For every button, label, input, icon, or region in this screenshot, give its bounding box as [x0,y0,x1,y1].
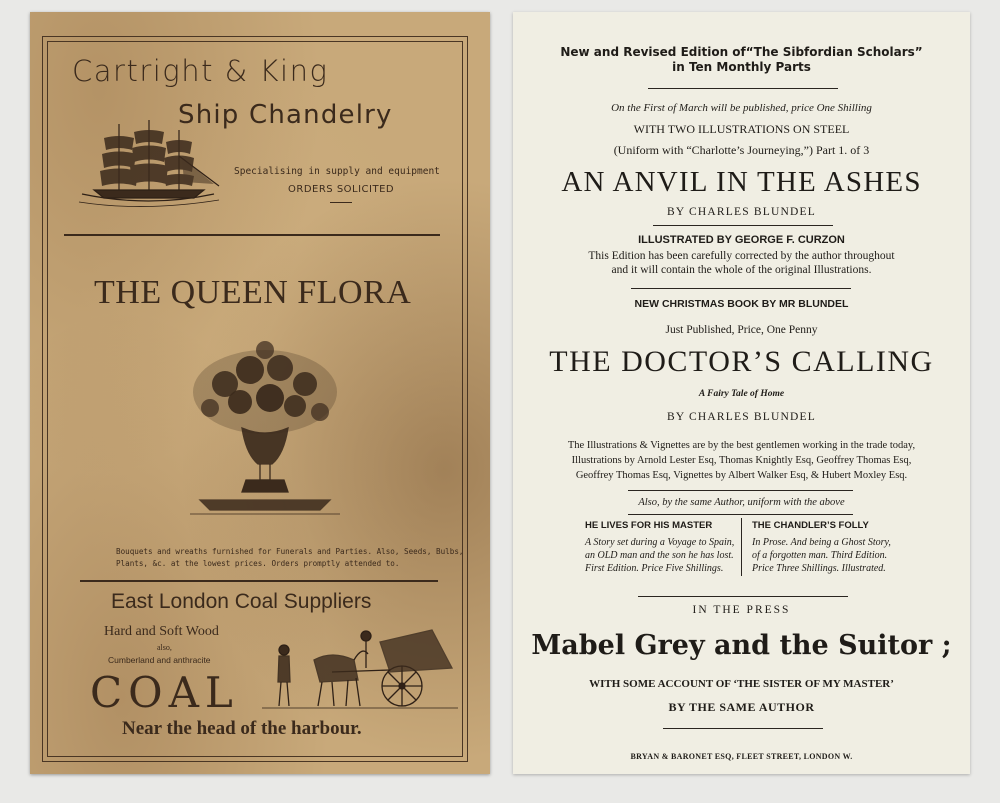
orders-solicited-text: ORDERS SOLICITED [288,184,395,195]
bottom-divider [80,580,438,582]
col1-line3: First Edition. Price Five Shillings. [585,563,724,574]
just-published-text: Just Published, Price, One Penny [665,324,818,336]
company-name-line2: Ship Chandelry [178,100,393,130]
footer-divider [663,728,823,729]
col2-title: THE CHANDLER’S FOLLY [752,520,869,531]
christmas-book-heading: NEW CHRISTMAS BOOK BY MR BLUNDEL [634,298,849,310]
also-divider-top [628,490,853,491]
coal-cart-engraving [262,620,462,716]
right-sheet [513,12,970,774]
doctor-title: THE DOCTOR’S CALLING [549,345,934,378]
mabel-grey-title: Mabel Grey and the Suitor ; [531,630,952,661]
col1-title: HE LIVES FOR HIS MASTER [585,520,713,531]
col2-line2: of a forgotten man. Third Edition. [752,550,888,561]
fairy-tale-subtitle: A Fairy Tale of Home [698,389,785,399]
first-march-text: On the First of March will be published, price One Shilling [611,102,872,114]
col1-line1: A Story set during a Voyage to Spain, [585,537,735,548]
doctor-author: BY CHARLES BLUNDEL [667,411,816,423]
harbour-text: Near the head of the harbour. [122,718,362,739]
hard-soft-wood-text: Hard and Soft Wood [104,624,219,639]
left-sheet [30,12,490,774]
edition-header-line1: New and Revised Edition of“The Sibfordian Scholars” [560,45,923,59]
illustrated-by-text: ILLUSTRATED BY GEORGE F. CURZON [638,234,845,246]
illustrations-line3: Geoffrey Thomas Esq, Vignettes by Albert Walker Esq, & Hubert Moxley Esq. [575,470,908,481]
company-name-line1: Cartright & King [72,54,329,88]
in-the-press-text: IN THE PRESS [692,604,791,616]
ship-engraving [74,116,224,216]
two-illustrations-text: WITH TWO ILLUSTRATIONS ON STEEL [633,122,850,136]
anvil-title: AN ANVIL IN THE ASHES [561,166,922,198]
column-separator [741,518,742,576]
christmas-divider [631,288,851,289]
coal-suppliers-heading: East London Coal Suppliers [111,590,372,613]
illustrations-line1: The Illustrations & Vignettes are by the best gentlemen working in the trade today, [567,440,916,451]
col2-line3: Price Three Shillings. Illustrated. [752,563,886,574]
by-same-author-text: BY THE SAME AUTHOR [668,700,815,714]
top-divider [64,234,440,236]
specialising-text: Specialising in supply and equipment [234,166,440,177]
coal-big-text: COAL [90,668,239,717]
header-divider [648,88,838,89]
anvil-author: BY CHARLES BLUNDEL [667,206,816,218]
edition-header-line2: in Ten Monthly Parts [672,60,811,74]
col2-line1: In Prose. And being a Ghost Story, [752,537,891,548]
also-divider-bottom [628,514,853,515]
bouquets-text-line1: Bouquets and wreaths furnished for Funerals and Parties. Also, Seeds, Bulbs, [116,547,464,556]
also-same-author: Also, by the same Author, uniform with the above [638,497,845,508]
illustrations-line2: Illustrations by Arnold Lester Esq, Thomas Knightly Esq, Geoffrey Thomas Esq, [571,455,912,466]
press-divider [638,596,848,597]
cumberland-text: Cumberland and anthracite [108,655,211,665]
publisher-footer: BRYAN & BARONET ESQ, FLEET STREET, LONDON W. [630,752,853,761]
uniform-part-text: (Uniform with “Charlotte’s Journeying,”) Part 1. of 3 [613,143,870,157]
anvil-divider [653,225,833,226]
orders-underline [330,202,352,203]
edition-note-line2: and it will contain the whole of the original Illustrations. [611,264,872,276]
edition-note-line1: This Edition has been carefully corrected by the author throughout [588,250,895,262]
with-account-text: WITH SOME ACCOUNT OF ‘THE SISTER OF MY MASTER’ [589,678,894,690]
flower-urn-engraving [180,332,350,532]
bouquets-text-line2: Plants, &c. at the lowest prices. Orders promptly attended to. [116,559,400,568]
queen-flora-title: THE QUEEN FLORA [94,274,412,311]
also-text: also, [157,643,172,652]
col1-line2: an OLD man and the son he has lost. [585,550,734,561]
